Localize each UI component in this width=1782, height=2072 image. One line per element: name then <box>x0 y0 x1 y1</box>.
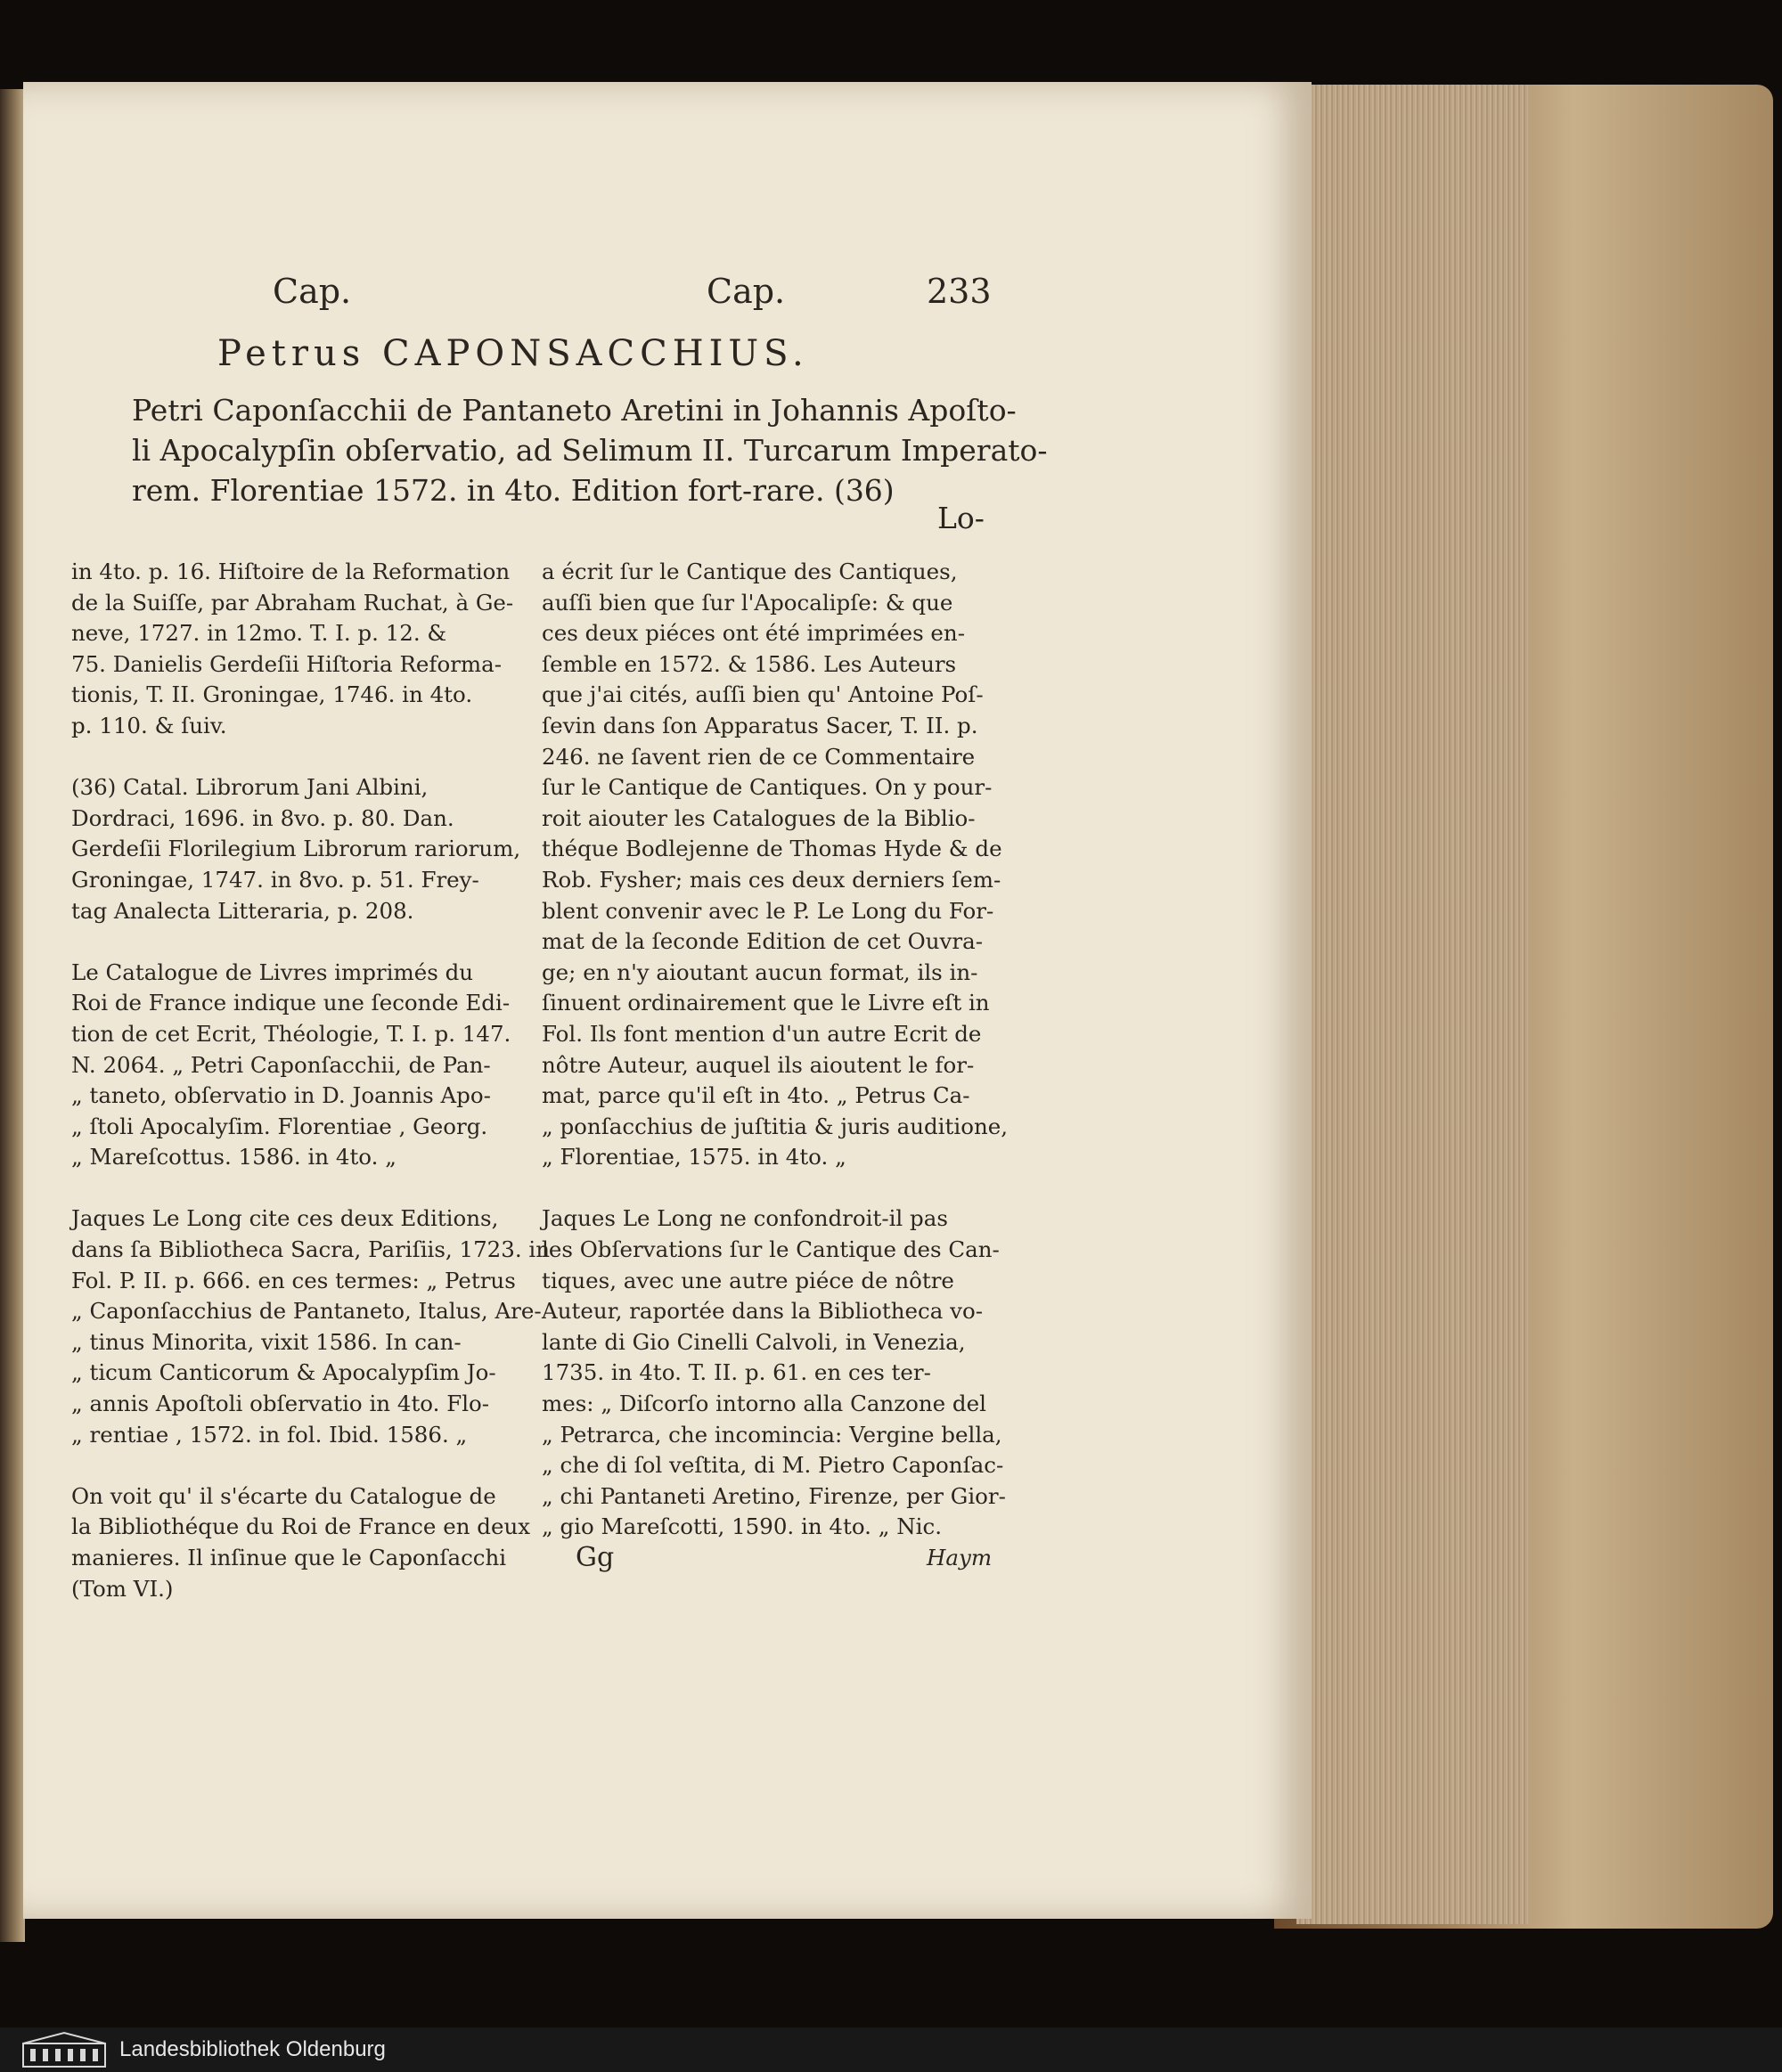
right-column-line: ſemble en 1572. & 1586. Les Auteurs <box>542 650 957 677</box>
page-edges <box>1296 85 1528 1924</box>
left-column-line: Le Catalogue de Livres imprimés du <box>71 959 474 985</box>
entry-line: rem. Florentiae 1572. in 4to. Edition fort-rare. (36) <box>132 473 895 508</box>
left-column-line: de la Suiſſe, par Abraham Ruchat, à Ge- <box>71 589 514 616</box>
entry-description <box>132 390 1048 510</box>
left-column-line <box>71 742 550 773</box>
left-column-line: Gerdeſii Florilegium Librorum rariorum, <box>71 836 521 862</box>
right-column-line: lante di Gio Cinelli Calvoli, in Venezia, <box>542 1328 966 1355</box>
left-column-line: dans ſa Bibliotheca Sacra, Pariſiis, 1723. in <box>71 1236 551 1263</box>
left-column-line: Dordraci, 1696. in 8vo. p. 80. Dan. <box>71 804 454 831</box>
right-column-line: „ Petrarca, che incomincia: Vergine bella, <box>542 1421 1002 1448</box>
left-column-line: N. 2064. „ Petri Caponſacchii, de Pan- <box>71 1051 491 1078</box>
left-column-line: 75. Danielis Gerdeſii Hiſtoria Reforma- <box>71 650 503 677</box>
left-column-line: tag Analecta Litteraria, p. 208. <box>71 897 414 924</box>
right-column-line: „ gio Mareſcotti, 1590. in 4to. „ Nic. <box>542 1513 943 1540</box>
right-column-line: mes: „ Diſcorſo intorno alla Canzone del <box>542 1391 986 1417</box>
left-column-line: tion de cet Ecrit, Théologie, T. I. p. 147. <box>71 1020 511 1047</box>
header-left: Cap. <box>273 272 352 311</box>
entry-line: li Apocalypſin obſervatio, ad Selimum II. Turcarum Imperato- <box>132 433 1048 468</box>
right-column-line: „ chi Pantaneti Aretino, Firenze, per Gior- <box>542 1482 1006 1509</box>
library-logo-icon <box>21 2031 107 2068</box>
right-column-line: auſſi bien que ſur l'Apocalipſe: & que <box>542 589 953 616</box>
entry-title: Petrus CAPONSACCHIUS. <box>217 333 809 374</box>
left-column-line: Groningae, 1747. in 8vo. p. 51. Frey- <box>71 866 479 893</box>
left-column-line: „ Mareſcottus. 1586. in 4to. „ <box>71 1144 396 1171</box>
right-column-line: Fol. Ils font mention d'un autre Ecrit de <box>542 1020 982 1047</box>
entry-line: Petri Caponſacchii de Pantaneto Aretini in Johannis Apoſto- <box>132 393 1017 428</box>
right-column-line: Jaques Le Long ne confondroit-il pas <box>542 1205 948 1232</box>
right-column-line: théque Bodlejenne de Thomas Hyde & de <box>542 836 1002 862</box>
left-column-line: (Tom VI.) <box>71 1575 174 1602</box>
right-column <box>542 557 1008 1543</box>
right-column-line: Rob. Fysher; mais ces deux derniers ſem- <box>542 866 1001 893</box>
right-column-line: „ Florentiae, 1575. in 4to. „ <box>542 1144 846 1171</box>
right-column-line: 246. ne ſavent rien de ce Commentaire <box>542 743 976 770</box>
left-column-line: tionis, T. II. Groningae, 1746. in 4to. <box>71 681 473 708</box>
right-column-line: nôtre Auteur, auquel ils aioutent le for- <box>542 1051 975 1078</box>
right-column-line: ſevin dans ſon Apparatus Sacer, T. II. p. <box>542 712 978 738</box>
left-column-line: „ taneto, obſervatio in D. Joannis Apo- <box>71 1082 491 1109</box>
header-center: Cap. <box>707 272 786 311</box>
right-column-line: ſinuent ordinairement que le Livre eſt in <box>542 990 990 1016</box>
left-column-line: in 4to. p. 16. Hiſtoire de la Reformation <box>71 559 511 584</box>
right-column-line: ge; en n'y aioutant aucun format, ils in- <box>542 959 978 985</box>
right-column-line: „ ponſacchius de juſtitia & juris auditione, <box>542 1113 1009 1139</box>
left-column-line: „ annis Apoſtoli obſervatio in 4to. Flo- <box>71 1391 490 1417</box>
right-column-line: ſur le Cantique de Cantiques. On y pour- <box>542 774 993 801</box>
right-column-line: que j'ai cités, auſſi bien qu' Antoine Poſ- <box>542 681 984 708</box>
right-column-line: blent convenir avec le P. Le Long du For- <box>542 897 994 924</box>
signature-mark: Gg <box>576 1542 615 1573</box>
right-column-line: mat de la ſeconde Edition de cet Ouvra- <box>542 928 983 955</box>
left-column <box>71 557 550 1604</box>
left-column-line: p. 110. & ſuiv. <box>71 712 227 738</box>
right-column-line: ces deux piéces ont été imprimées en- <box>542 620 965 647</box>
left-column-line: manieres. Il inſinue que le Caponſacchi <box>71 1545 507 1570</box>
left-column-line: la Bibliothéque du Roi de France en deux <box>71 1513 531 1540</box>
left-column-line <box>71 1173 550 1204</box>
left-column-line: „ ſtoli Apocalyſim. Florentiae , Georg. <box>71 1113 488 1139</box>
left-column-line: Fol. P. II. p. 666. en ces termes: „ Petrus <box>71 1267 516 1293</box>
left-column-line: neve, 1727. in 12mo. T. I. p. 12. & <box>71 620 447 647</box>
left-column-line: „ ticum Canticorum & Apocalypſim Jo- <box>71 1359 496 1386</box>
right-column-line: mat, parce qu'il eſt in 4to. „ Petrus Ca- <box>542 1082 970 1109</box>
left-column-line: On voit qu' il s'écarte du Catalogue de <box>71 1482 496 1509</box>
left-column-line: „ tinus Minorita, vixit 1586. In can- <box>71 1328 462 1355</box>
left-column-line: Jaques Le Long cite ces deux Editions, <box>71 1205 499 1232</box>
right-column-line: „ che di ſol veſtita, di M. Pietro Caponſac- <box>542 1452 1004 1479</box>
right-column-line: 1735. in 4to. T. II. p. 61. en ces ter- <box>542 1359 931 1386</box>
left-page-edge <box>0 89 25 1942</box>
page-number: 233 <box>927 272 992 311</box>
left-column-line <box>71 1450 550 1481</box>
left-column-line: Roi de France indique une ſeconde Edi- <box>71 990 511 1016</box>
left-column-line: „ Caponſacchius de Pantaneto, Italus, Are- <box>71 1298 542 1325</box>
right-column-line: tiques, avec une autre piéce de nôtre <box>542 1267 954 1293</box>
right-column-line: a écrit ſur le Cantique des Cantiques, <box>542 559 958 584</box>
right-column-line: les Obſervations ſur le Cantique des Can- <box>542 1236 1000 1263</box>
right-column-line <box>542 1173 1008 1204</box>
left-column-line: (36) Catal. Librorum Jani Albini, <box>71 774 429 801</box>
library-name: Landesbibliothek Oldenburg <box>119 2037 386 2061</box>
right-catchword: Haym <box>927 1545 993 1570</box>
left-column-line <box>71 926 550 958</box>
right-column-line: roit aiouter les Catalogues de la Biblio- <box>542 804 976 831</box>
left-column-line: „ rentiae , 1572. in fol. Ibid. 1586. „ <box>71 1421 468 1448</box>
right-column-line: Auteur, raportée dans la Bibliotheca vo- <box>542 1298 984 1325</box>
entry-catchword: Lo- <box>937 501 985 535</box>
